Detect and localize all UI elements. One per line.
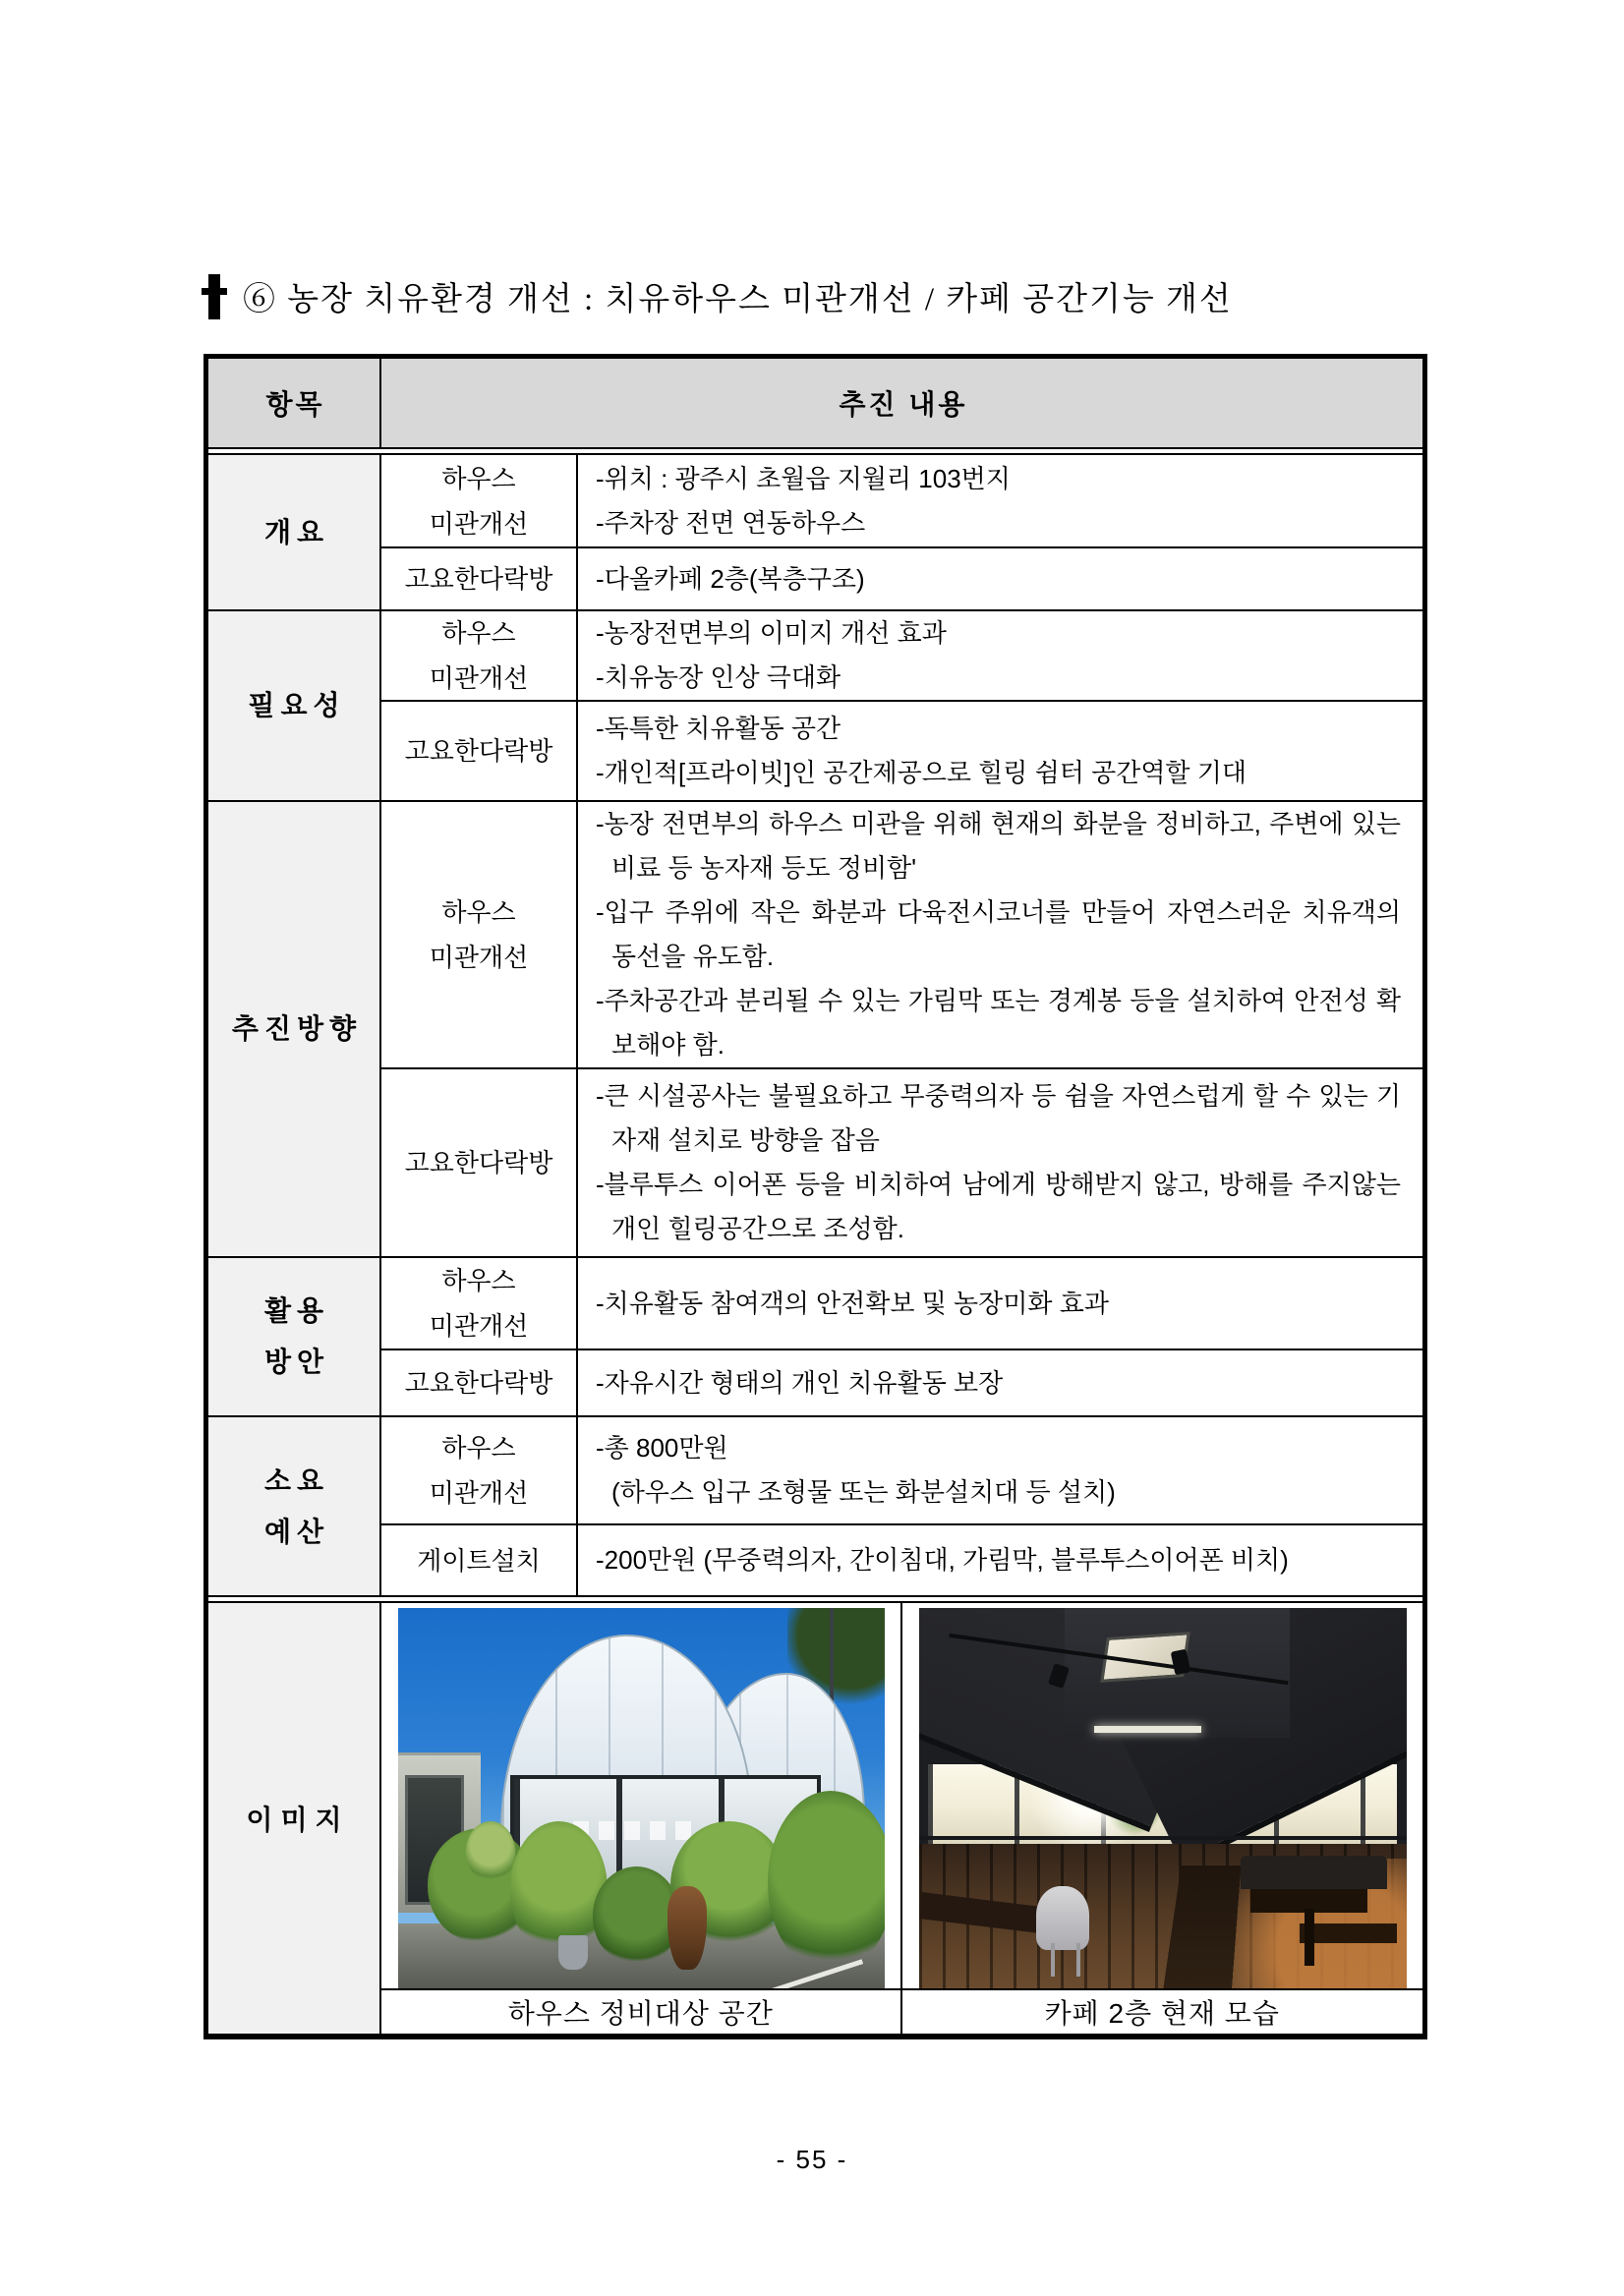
subrow-content bbox=[578, 802, 1422, 1067]
ceiling-light bbox=[1094, 1726, 1201, 1733]
content-line: -입구 주위에 작은 화분과 다육전시코너를 만들어 자연스러운 치유객의 동선을 유도함. bbox=[596, 897, 1401, 971]
content-line: -200만원 (무중력의자, 간이침대, 가림막, 블루투스이어폰 비치) bbox=[596, 1545, 1289, 1575]
subrow-content bbox=[578, 702, 1422, 800]
content-line: -농장 전면부의 하우스 미관을 위해 현재의 화분을 정비하고, 주변에 있는 비료 등 농자재 등도 정비함' bbox=[596, 809, 1401, 883]
plants bbox=[768, 1791, 885, 1974]
table-row bbox=[381, 702, 1422, 800]
content-line: -큰 시설공사는 불필요하고 무중력의자 등 쉼을 자연스럽게 할 수 있는 기자재 설치로 방향을 잡음 bbox=[596, 1081, 1401, 1155]
section-label: 추진방향 bbox=[208, 802, 381, 1256]
table-right bbox=[1300, 1923, 1397, 1942]
content-line: -자유시간 형태의 개인 치유활동 보장 bbox=[596, 1367, 1004, 1398]
table-post bbox=[1305, 1909, 1314, 1966]
subrow-label: 하우스 미관개선 bbox=[381, 802, 578, 1067]
table-section-budget bbox=[208, 1417, 1422, 1595]
subrow-label: 하우스 미관개선 bbox=[381, 611, 578, 700]
content-line: -치유농장 인상 극대화 bbox=[596, 662, 841, 692]
table-row bbox=[381, 1069, 1422, 1256]
subrow-content bbox=[578, 1350, 1422, 1415]
subrow-label: 게이트설치 bbox=[381, 1525, 578, 1595]
table-section-utilization bbox=[208, 1258, 1422, 1417]
section-label: 소요 예산 bbox=[208, 1417, 381, 1595]
clay-urn bbox=[667, 1886, 707, 1970]
subrow-content bbox=[578, 548, 1422, 609]
plants bbox=[466, 1821, 514, 1882]
subrow-content bbox=[578, 611, 1422, 700]
subrow-label: 고요한다락방 bbox=[381, 1069, 578, 1256]
glass-sign bbox=[573, 1821, 700, 1840]
content-line: -주차장 전면 연동하우스 bbox=[596, 507, 866, 538]
content-line: -독특한 치유활동 공간 bbox=[596, 714, 841, 743]
subrow-content bbox=[578, 455, 1422, 546]
subrow-label: 하우스 미관개선 bbox=[381, 455, 578, 546]
subrow-label: 하우스 미관개선 bbox=[381, 1417, 578, 1523]
section-label: 이미지 bbox=[208, 1603, 381, 2034]
table-row bbox=[381, 611, 1422, 702]
content-line: -치유활동 참여객의 안전확보 및 농장미화 효과 bbox=[596, 1288, 1109, 1318]
table-row bbox=[381, 455, 1422, 548]
table-section-direction bbox=[208, 802, 1422, 1258]
table-row bbox=[381, 1417, 1422, 1525]
double-rule-divider bbox=[208, 447, 1422, 455]
page-number: - 55 - bbox=[776, 2145, 848, 2174]
content-line: -위치 : 광주시 초월읍 지월리 103번지 bbox=[596, 463, 1011, 493]
photo-caption-right: 카페 2층 현재 모습 bbox=[1044, 1998, 1280, 2029]
photo-caption-left: 하우스 정비대상 공간 bbox=[381, 1990, 902, 2034]
section-label: 활용 방안 bbox=[208, 1258, 381, 1415]
sofa-right bbox=[1241, 1856, 1387, 1890]
table-header-row bbox=[208, 359, 1422, 447]
caption-row bbox=[381, 1988, 1422, 2034]
greenhouse-photo bbox=[398, 1608, 885, 1988]
table-section-images bbox=[208, 1603, 1422, 2034]
subrow-label: 하우스 미관개선 bbox=[381, 1258, 578, 1349]
cafe-photo bbox=[919, 1608, 1408, 1988]
section-label: 필요성 bbox=[208, 611, 381, 800]
section-title-row bbox=[202, 273, 1233, 319]
header-item-col: 항목 bbox=[208, 359, 381, 447]
table-section-necessity bbox=[208, 611, 1422, 802]
content-line: -주차공간과 분리될 수 있는 가림막 또는 경계봉 등을 설치하여 안전성 확보해야 함. bbox=[596, 986, 1401, 1060]
content-line: -총 800만원 bbox=[596, 1433, 728, 1463]
main-table bbox=[203, 354, 1427, 2039]
content-line: -블루투스 이어폰 등을 비치하여 남에게 방해받지 않고, 방해를 주지않는 개인 힐링공간으로 조성함. bbox=[596, 1170, 1401, 1243]
table-row bbox=[381, 802, 1422, 1069]
page-title: ⑥ 농장 치유환경 개선 : 치유하우스 미관개선 / 카페 공간기능 개선 bbox=[243, 282, 1233, 317]
table-section-overview bbox=[208, 455, 1422, 611]
subrow-label: 고요한다락방 bbox=[381, 1350, 578, 1415]
table-row bbox=[381, 548, 1422, 609]
table-row bbox=[381, 1258, 1422, 1350]
photo-cell-right bbox=[902, 1603, 1423, 1988]
content-line: -다올카페 2층(복층구조) bbox=[596, 563, 865, 594]
subrow-content bbox=[578, 1069, 1422, 1256]
subrow-label: 고요한다락방 bbox=[381, 702, 578, 800]
subrow-label: 고요한다락방 bbox=[381, 548, 578, 609]
content-line: (하우스 입구 조형물 또는 화분설치대 등 설치) bbox=[611, 1477, 1116, 1507]
railing bbox=[919, 1836, 1408, 1840]
content-line: -농장전면부의 이미지 개선 효과 bbox=[596, 618, 947, 648]
subrow-content bbox=[578, 1525, 1422, 1595]
plants bbox=[593, 1866, 680, 1966]
subrow-content bbox=[578, 1417, 1422, 1523]
double-rule-divider bbox=[208, 1595, 1422, 1603]
flower-pot bbox=[558, 1935, 588, 1970]
content-line: -개인적[프라이빗]인 공간제공으로 힐링 쉼터 공간역할 기대 bbox=[596, 758, 1247, 787]
cross-bar-bullet-icon bbox=[202, 274, 227, 319]
table-row bbox=[381, 1350, 1422, 1415]
table-row bbox=[381, 1525, 1422, 1595]
section-label bbox=[208, 455, 381, 609]
subrow-content bbox=[578, 1258, 1422, 1349]
photo-cell-left bbox=[381, 1603, 902, 1988]
white-chair bbox=[1036, 1886, 1090, 1951]
section-label-line: 개요 bbox=[263, 516, 330, 547]
chair-legs bbox=[1051, 1943, 1055, 1978]
header-content-col: 추진 내용 bbox=[839, 389, 968, 420]
